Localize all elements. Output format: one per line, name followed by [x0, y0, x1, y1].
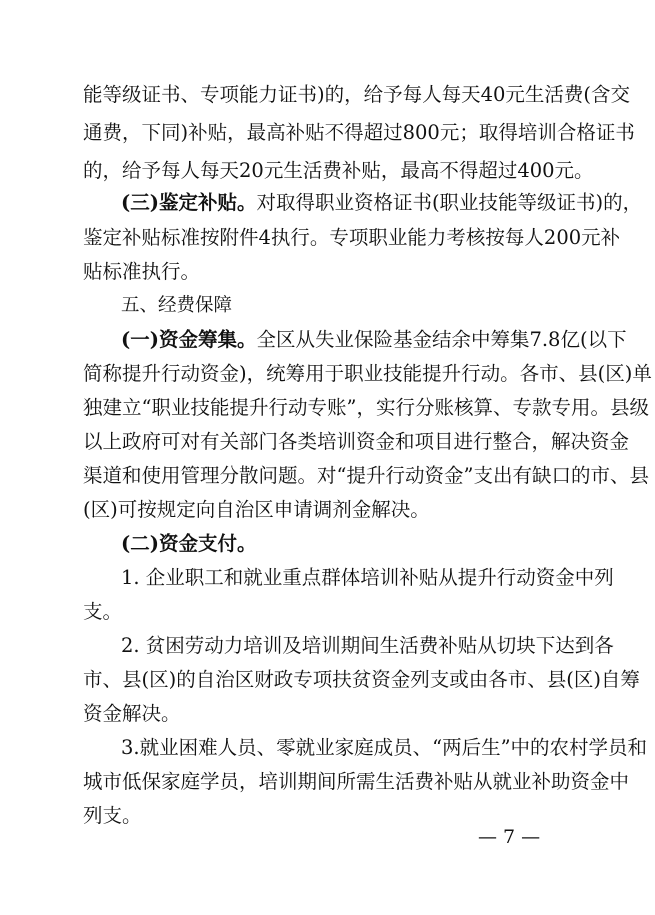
text-line: 能等级证书、专项能力证书)的，给予每人每天40元生活费(含交 — [83, 83, 631, 106]
section-heading-fund-payment: (二)资金支付。 — [121, 532, 257, 555]
section-title-funding: 五、经费保障 — [121, 295, 233, 316]
text-line: 通费，下同)补贴，最高补贴不得超过800元；取得培训合格证书 — [83, 121, 635, 144]
section-paragraph — [121, 328, 627, 352]
text-line: 1. 企业职工和就业重点群体培训补贴从提升行动资金中列 — [121, 566, 614, 589]
text-line: 简称提升行动资金)，统筹用于职业技能提升行动。各市、县(区)单 — [83, 362, 652, 385]
text-run: 全区从失业保险基金结余中筹集7.8亿(以下 — [256, 328, 627, 351]
section-paragraph — [121, 191, 642, 215]
text-line: 贴标准执行。 — [83, 260, 201, 283]
text-line: 鉴定补贴标准按附件4执行。专项职业能力考核按每人200元补 — [83, 226, 621, 249]
text-line: 城市低保家庭学员，培训期间所需生活费补贴从就业补助资金中 — [83, 770, 630, 793]
page-number: — 7 — — [478, 826, 541, 848]
text-line: 市、县(区)的自治区财政专项扶贫资金列支或由各市、县(区)自筹 — [83, 668, 640, 691]
section-paragraph — [121, 532, 256, 556]
text-line: 2. 贫困劳动力培训及培训期间生活费补贴从切块下达到各 — [121, 634, 614, 657]
text-line: 渠道和使用管理分散问题。对“提升行动资金”支出有缺口的市、县 — [83, 464, 649, 487]
text-line: (区)可按规定向自治区申请调剂金解决。 — [83, 498, 430, 521]
text-line: 资金解决。 — [83, 702, 181, 725]
section-heading-appraisal-subsidy: (三)鉴定补贴。 — [121, 191, 257, 214]
text-run: 对取得职业资格证书(职业技能等级证书)的， — [256, 191, 643, 214]
text-line: 的，给予每人每天20元生活费补贴，最高不得超过400元。 — [83, 159, 594, 182]
text-line: 列支。 — [83, 804, 142, 827]
text-line: 独建立“职业技能提升行动专账”，实行分账核算、专款专用。县级 — [83, 396, 649, 419]
section-heading-fund-raising: (一)资金筹集。 — [121, 328, 257, 351]
text-line: 3.就业困难人员、零就业家庭成员、“两后生”中的农村学员和 — [121, 736, 648, 759]
text-line: 以上政府可对有关部门各类培训资金和项目进行整合，解决资金 — [83, 430, 630, 453]
text-line: 支。 — [83, 600, 123, 623]
